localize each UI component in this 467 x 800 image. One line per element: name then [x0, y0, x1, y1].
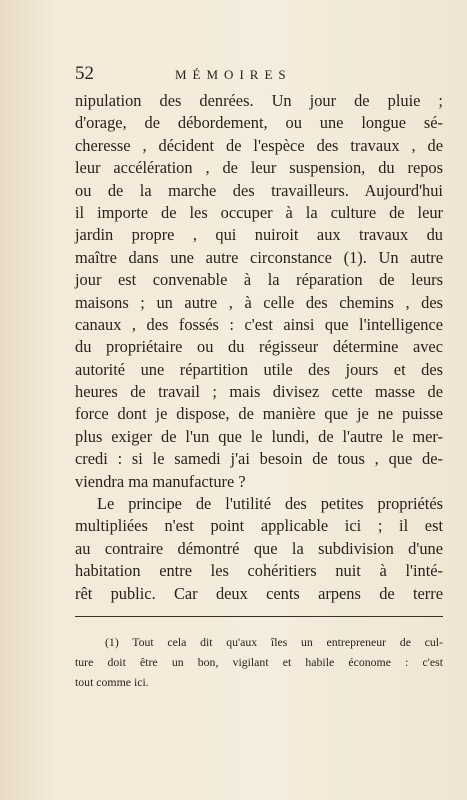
text-line: multipliées n'est point applicable ici ; il est	[75, 516, 443, 536]
text-line: jour est convenable à la réparation de leurs	[75, 270, 443, 290]
text-line: cheresse , décident de l'espèce des travaux , de	[75, 135, 443, 155]
text-line: canaux , des fossés : c'est ainsi que l'intelligence	[75, 314, 443, 334]
body-text	[75, 90, 443, 605]
text-line: plus exiger de l'un que le lundi, de l'autre le mer-	[75, 426, 443, 446]
text-line: maisons ; un autre , à celle des chemins , des	[75, 292, 443, 312]
text-line: credi : si le samedi j'ai besoin de tous , que de-	[75, 449, 443, 469]
text-line: autorité une répartition utile des jours et des	[75, 359, 443, 379]
text-line: viendra ma manufacture ?	[75, 471, 246, 491]
text-line: au contraire démontré que la subdivision d'une	[75, 538, 443, 558]
text-line: rêt public. Car deux cents arpens de terre	[75, 583, 443, 603]
footnote	[75, 632, 443, 692]
text-line: du propriétaire ou du régisseur détermine avec	[75, 337, 443, 357]
page-header	[75, 63, 437, 87]
text-line: ou de la marche des travailleurs. Aujourd'hui	[75, 180, 443, 200]
footnote-line: tout comme ici.	[75, 675, 149, 689]
footnote-line: (1) Tout cela dit qu'aux îles un entrepreneur de cul-	[105, 635, 443, 649]
text-line: il importe de les occuper à la culture de leur	[75, 202, 443, 222]
footnote-divider	[75, 616, 443, 617]
running-head: MÉMOIRES	[175, 67, 292, 82]
text-line: force dont je dispose, de manière que je ne puisse	[75, 404, 443, 424]
page-number: 52	[75, 63, 94, 84]
text-line: heures de travail ; mais divisez cette masse de	[75, 382, 443, 402]
text-line: nipulation des denrées. Un jour de pluie ;	[75, 91, 443, 110]
text-line: leur accélération , de leur suspension, du repos	[75, 158, 443, 178]
text-line: habitation entre les cohéritiers nuit à l'inté-	[75, 561, 443, 581]
text-line: jardin propre , qui nuiroit aux travaux du	[75, 225, 443, 245]
paragraph-start-line: Le principe de l'utilité des petites propriétés	[97, 494, 443, 514]
text-line: maître dans une autre circonstance (1). Un autre	[75, 247, 443, 267]
text-line: d'orage, de débordement, ou une longue sé-	[75, 113, 443, 133]
footnote-line: ture doit être un bon, vigilant et habile économe : c'est	[75, 655, 443, 669]
